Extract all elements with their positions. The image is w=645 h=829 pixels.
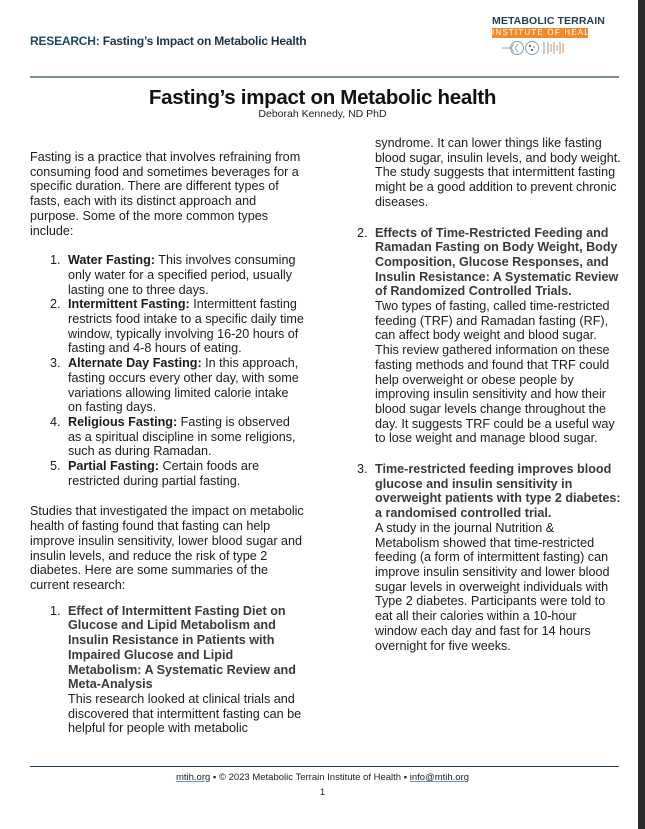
research-summary: A study in the journal Nutrition & Metabolism showed that time-restricted feeding (a form of intermittent fasting) can improve insulin sensitivity and lower blood sugar levels in overweight individuals with Type 2 diabetes. Participants were told to eat all their calories within a 10-hour window each day and fast for 14 hours overnight for five weeks. — [375, 520, 610, 653]
type-name: Religious Fasting: — [68, 414, 178, 429]
list-item — [30, 356, 305, 415]
list-number: 1. — [50, 603, 61, 618]
list-number: 5. — [50, 459, 61, 474]
list-number: 2. — [50, 297, 61, 312]
footer-rule — [30, 766, 619, 767]
list-item — [30, 459, 305, 488]
research-item — [350, 462, 622, 653]
logo-line1: METABOLIC TERRAIN — [492, 15, 605, 27]
research-summary: This research looked at clinical trials and discovered that intermittent fasting can be helpful for people with metabolic — [68, 691, 302, 736]
left-column — [30, 150, 305, 736]
research-item — [350, 226, 622, 447]
list-number: 2. — [357, 225, 368, 240]
author: Deborah Kennedy, ND PhD — [258, 108, 387, 120]
type-desc: Intermittent fasting restricts food intake to a specific daily time window, typically involving 16-20 hours of fasting and 4-8 hours of eating. — [68, 297, 304, 356]
studies-paragraph: Studies that investigated the impact on metabolic health of fasting found that fasting can help improve insulin sensitivity, lower blood sugar and insulin levels, and reduce the risk of type 2 diabetes. Here are some summaries of the current research: — [30, 504, 304, 592]
type-name: Alternate Day Fasting: — [68, 356, 202, 371]
copyright: © 2023 Metabolic Terrain Institute of Health — [218, 772, 402, 783]
research-title: Time-restricted feeding improves blood glucose and insulin sensitivity in overweight patients with type 2 diabetes: a randomised controlled trial. — [375, 462, 621, 521]
type-desc: Certain foods are restricted during partial fasting. — [68, 459, 260, 488]
list-item — [30, 253, 305, 297]
logo — [492, 15, 605, 56]
research-item — [30, 604, 305, 736]
section-title: Fasting’s Impact on Metabolic Health — [102, 34, 307, 48]
intro-paragraph: Fasting is a practice that involves refraining from consuming food and sometimes beverages for a specific duration. There are different types of fasts, each with its distinct approach and purpose. Some of the more common types include: — [30, 150, 301, 238]
list-item — [30, 297, 305, 356]
separator: ▪ — [210, 772, 219, 783]
running-header — [30, 34, 306, 48]
list-number: 4. — [50, 414, 61, 429]
list-number: 3. — [357, 462, 368, 477]
right-column — [350, 136, 622, 653]
research-summary-continued: syndrome. It can lower things like fasting blood sugar, insulin levels, and body weight. The study suggests that intermittent fasting might be a good addition to prevent chronic diseases. — [375, 136, 621, 209]
type-name: Partial Fasting: — [68, 459, 159, 474]
fasting-types-list — [30, 253, 305, 488]
header-rule — [30, 76, 619, 78]
type-name: Water Fasting: — [68, 253, 155, 268]
research-title: Effects of Time-Restricted Feeding and Ramadan Fasting on Body Weight, Body Composition, Glucose Responses, and Insulin Resistance: A Systematic Review of Randomized Controlled Trials. — [375, 225, 619, 299]
type-name: Intermittent Fasting: — [68, 297, 190, 312]
page-title: Fasting’s impact on Metabolic health — [148, 86, 497, 109]
site-link[interactable]: mtih.org — [175, 772, 211, 783]
research-summary: Two types of fasting, called time-restricted feeding (TRF) and Ramadan fasting (RF), can affect body weight and blood sugar. This review gathered information on these fasting methods and found that TRF could help overweight or obese people by improving insulin sensitivity and how their blood sugar levels change throughout the day. It suggests TRF could be a useful way to lose weight and manage blood sugar. — [375, 299, 615, 446]
section-label: RESEARCH: — [30, 34, 100, 48]
window-edge — [638, 0, 645, 829]
email-link[interactable]: info@mtih.org — [409, 772, 470, 783]
research-title: Effect of Intermittent Fasting Diet on Glucose and Lipid Metabolism and Insulin Resistance in Patients with Impaired Glucose and Lipid Metabolism: A Systematic Review and Meta-Analysis — [68, 603, 296, 692]
list-number: 1. — [50, 253, 61, 268]
type-desc: Fasting is observed as a spiritual discipline in some religions, such as during Ramadan. — [68, 414, 296, 459]
page-number: 1 — [319, 787, 326, 798]
list-item — [30, 415, 305, 459]
type-desc: In this approach, fasting occurs every other day, with some variations allowing limited calorie intake on fasting days. — [68, 356, 299, 415]
research-list-continued — [350, 226, 622, 654]
logo-dna-icon — [502, 40, 582, 56]
list-number: 3. — [50, 356, 61, 371]
type-desc: This involves consuming only water for a specified period, usually lasting one to three days. — [68, 253, 296, 297]
research-list — [30, 604, 305, 736]
separator: ▪ — [401, 772, 410, 783]
footer — [0, 772, 645, 783]
logo-line2: INSTITUTE OF HEALTH — [492, 28, 603, 37]
